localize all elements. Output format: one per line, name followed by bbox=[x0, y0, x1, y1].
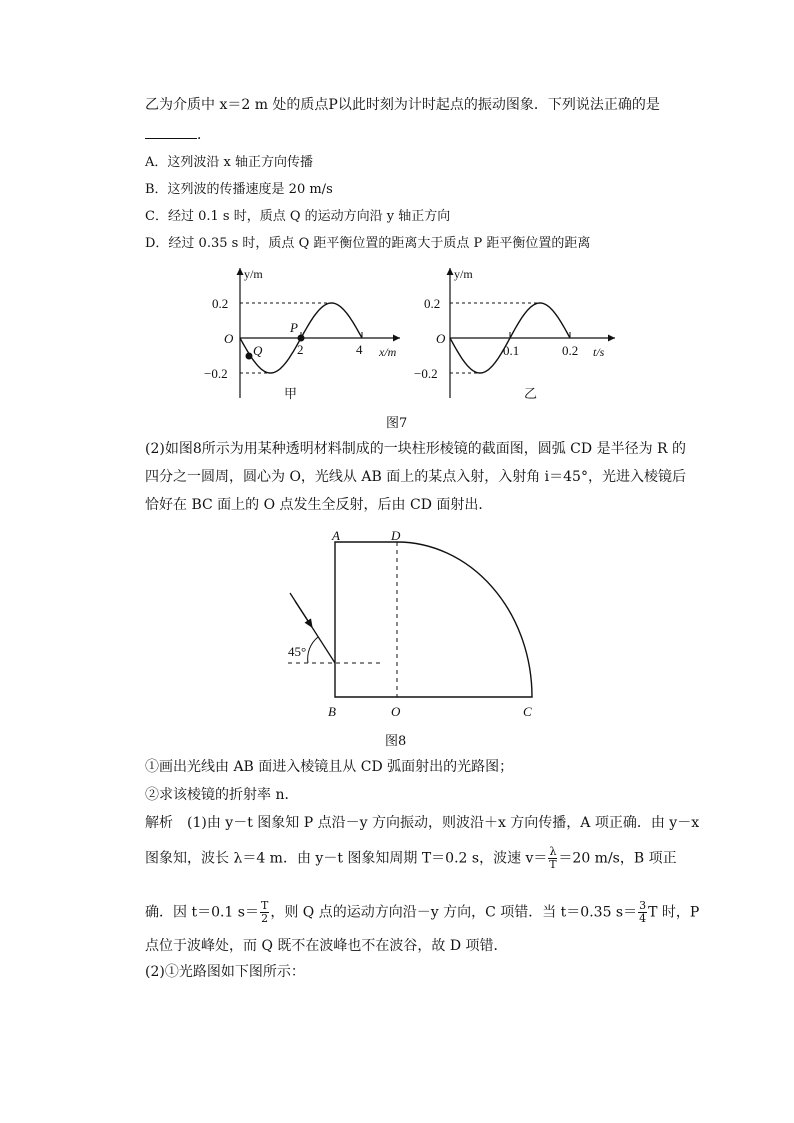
y-top-label: 0.2 bbox=[212, 296, 229, 311]
x-tick-02: 0.2 bbox=[562, 343, 579, 358]
angle-arc bbox=[308, 637, 318, 663]
wave-chart-right bbox=[414, 267, 615, 401]
option-a: A．这列波沿 x 轴正方向传播 bbox=[145, 155, 313, 170]
figure8 bbox=[280, 528, 550, 728]
answer-blank: ． bbox=[145, 126, 211, 144]
part2-line1: (2)如图8所示为用某种透明材料制成的一块柱形棱镜的截面图，圆弧 CD 是半径为 R 的 bbox=[145, 441, 687, 457]
analysis-line3: 确．因 t＝0.1 s＝ $\frac{T}{2}$ ，则 Q 点的运动方向沿－y 方向，C 项错．当 t＝0.35 s＝ $\frac{3}{4}$ T 时，P bbox=[145, 899, 700, 925]
figure7 bbox=[200, 262, 620, 412]
part2-line2: 四分之一圆周，圆心为 O，光线从 AB 面上的某点入射，入射角 i＝45°，光进入棱镜后 bbox=[145, 469, 686, 485]
q-label: Q bbox=[253, 343, 263, 358]
option-b: B．这列波的传播速度是 20 m/s bbox=[145, 182, 333, 197]
label-d: D bbox=[391, 528, 401, 543]
task-1: ①画出光线由 AB 面进入棱镜且从 CD 弧面射出的光路图； bbox=[145, 759, 514, 775]
angle-label: 45° bbox=[288, 644, 307, 659]
question-text: 乙为介质中 x＝2 m 处的质点P以此时刻为计时起点的振动图象．下列说法正确的是 bbox=[145, 97, 660, 113]
point-q bbox=[246, 353, 253, 360]
y-top-label: 0.2 bbox=[424, 296, 441, 311]
y-label: y/m bbox=[244, 267, 263, 281]
option-c: C．经过 0.1 s 时，质点 Q 的运动方向沿 y 轴正方向 bbox=[145, 209, 451, 224]
fraction-lambda-t: $\frac{\lambda}{T}$ bbox=[549, 845, 557, 871]
x-tick-2: 2 bbox=[297, 342, 304, 357]
y-label: y/m bbox=[454, 267, 473, 281]
blank-line bbox=[145, 126, 197, 139]
p-label: P bbox=[290, 320, 298, 335]
task-2: ②求该棱镜的折射率 n． bbox=[145, 787, 299, 803]
label-b: B bbox=[328, 704, 336, 719]
x-label: t/s bbox=[593, 345, 605, 359]
y-bottom-label: −0.2 bbox=[204, 366, 228, 381]
label-o: O bbox=[391, 704, 401, 719]
chart-name-left: 甲 bbox=[284, 386, 298, 401]
origin-label: O bbox=[436, 331, 446, 346]
figure8-caption: 图8 bbox=[385, 734, 407, 749]
figure7-caption: 图7 bbox=[386, 416, 408, 431]
label-c: C bbox=[523, 704, 532, 719]
analysis-line5: (2)①光路图如下图所示： bbox=[145, 964, 305, 980]
fraction-t-2: $\frac{T}{2}$ bbox=[260, 899, 269, 925]
analysis-line1: 解析 (1)由 y－t 图象知 P 点沿－y 方向振动，则波沿＋x 方向传播，A 项正确．由 y－x bbox=[145, 815, 700, 831]
part2-line3: 恰好在 BC 面上的 O 点发生全反射，后由 CD 面射出． bbox=[145, 497, 493, 513]
y-bottom-label: −0.2 bbox=[414, 366, 438, 381]
analysis-line4: 点位于波峰处，而 Q 既不在波峰也不在波谷，故 D 项错． bbox=[145, 938, 508, 954]
origin-label: O bbox=[224, 331, 234, 346]
analysis-line2: 图象知，波长 λ＝4 m．由 y－t 图象知周期 T＝0.2 s，波速 v＝ $\frac{\lambda}{T}$ ＝20 m/s，B 项正 bbox=[145, 845, 677, 871]
label-a: A bbox=[332, 528, 340, 543]
option-d: D．经过 0.35 s 时，质点 Q 距平衡位置的距离大于质点 P 距平衡位置的距离 bbox=[145, 236, 591, 251]
fraction-3-4: $\frac{3}{4}$ bbox=[639, 899, 647, 925]
wave-chart-left bbox=[204, 267, 400, 401]
point-p bbox=[298, 335, 305, 342]
x-tick-4: 4 bbox=[356, 342, 363, 357]
chart-name-right: 乙 bbox=[524, 386, 538, 401]
ray-arrow bbox=[295, 601, 312, 627]
x-label: x/m bbox=[379, 345, 397, 359]
x-tick-01: 0.1 bbox=[503, 343, 520, 358]
prism-outline bbox=[335, 542, 532, 697]
